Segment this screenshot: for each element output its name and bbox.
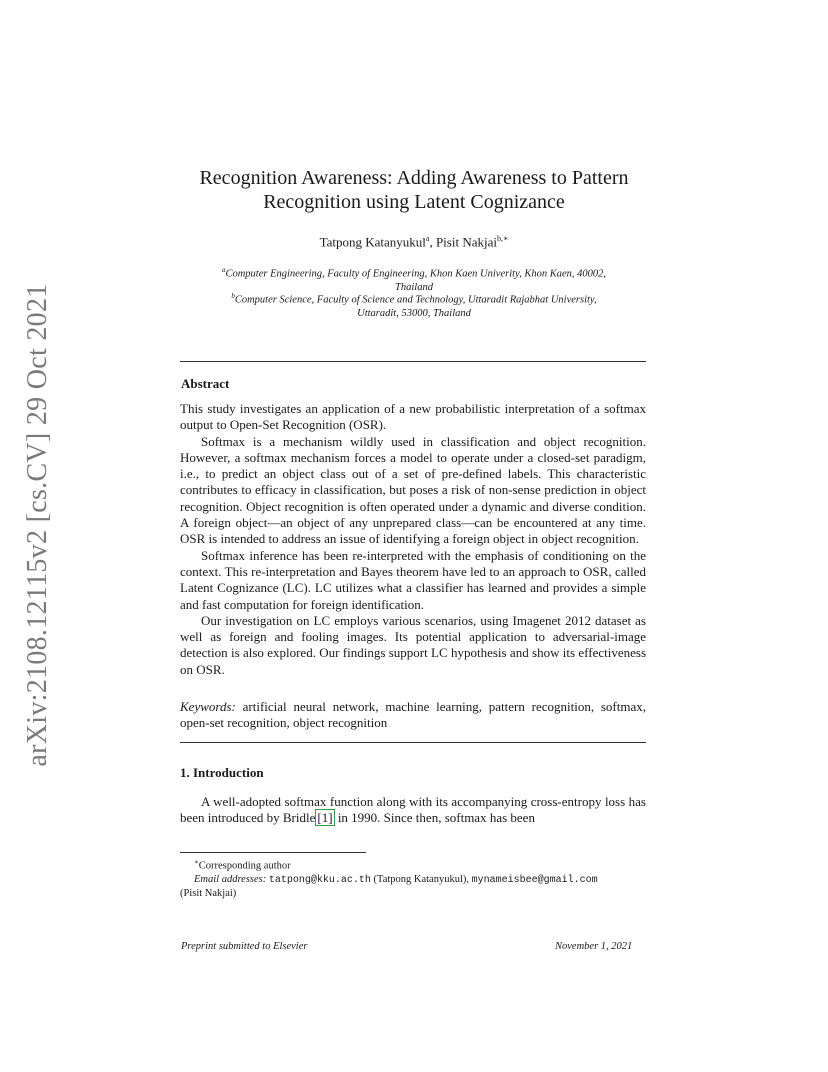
- affil-a-line-2: Thailand: [395, 281, 433, 293]
- intro-text-before: A well-adopted softmax function along with its accompanying cross-entropy loss has been introduced by Bridle: [180, 794, 646, 826]
- abstract-paragraph-1: This study investigates an application of a new probabilistic interpretation of a softmax output to Open-Set Recognition (OSR).: [180, 401, 646, 433]
- keywords: [180, 699, 646, 732]
- arxiv-sidebar-stamp: [16, 283, 60, 767]
- abstract-top-rule: [180, 361, 646, 362]
- author-2-affil-mark: b,∗: [496, 234, 509, 243]
- footer-preprint-note: Preprint submitted to Elsevier: [181, 941, 308, 952]
- email-label: Email addresses:: [194, 873, 267, 885]
- introduction-body: [180, 794, 646, 827]
- keywords-text: artificial neural network, machine learning, pattern recognition, softmax, open-set recognition, object recognition: [180, 699, 646, 731]
- author-1-affil-mark: a: [425, 234, 430, 243]
- author-list: [150, 234, 678, 250]
- introduction-paragraph: [180, 794, 646, 827]
- footer-date: November 1, 2021: [555, 941, 633, 952]
- affil-b-mark: b: [231, 292, 235, 300]
- paper-title: [150, 166, 678, 214]
- abstract-body: [180, 401, 646, 678]
- email-2[interactable]: mynameisbee@gmail.com: [471, 874, 598, 886]
- affil-a-mark: a: [221, 266, 226, 274]
- affil-b-line-1: Computer Science, Faculty of Science and Technology, Uttaradit Rajabhat University,: [234, 294, 597, 306]
- intro-text-after: in 1990. Since then, softmax has been: [334, 810, 535, 826]
- abstract-paragraph-4: Our investigation on LC employs various scenarios, using Imagenet 2012 dataset as well as foreign and fooling images. Its potential application to adversarial-image detection is also explored. Our findings support LC hypothesis and show its effectiveness on OSR.: [180, 612, 646, 677]
- affil-a-line-1: Computer Engineering, Faculty of Engineering, Khon Kaen Univerity, Khon Kaen, 40002,: [225, 268, 607, 280]
- affil-b-line-2: Uttaradit, 53000, Thailand: [357, 307, 471, 319]
- author-separator: ,: [429, 234, 436, 250]
- citation-link-1[interactable]: [1]: [317, 810, 333, 826]
- abstract-heading: Abstract: [181, 376, 230, 391]
- abstract-paragraph-3: Softmax inference has been re-interpreted with the emphasis of conditioning on the context. This re-interpretation and Bayes theorem have led to an approach to OSR, called Latent Cognizance (LC). LC utilizes what a classifier has learned and provides a simple and fast computation for foreign identification.: [180, 547, 646, 612]
- abstract-bottom-rule: [180, 742, 646, 743]
- email-2-name: (Pisit Nakjai): [180, 887, 237, 899]
- footnote-rule: [180, 852, 366, 853]
- affiliation-b: [180, 290, 648, 320]
- author-1: Tatpong Katanyukul: [319, 234, 426, 250]
- corresponding-author-note: Corresponding author: [198, 860, 291, 872]
- title-line-2: Recognition using Latent Cognizance: [263, 191, 565, 213]
- email-1[interactable]: tatpong@kku.ac.th: [268, 874, 371, 886]
- section-heading-introduction: 1. Introduction: [180, 765, 264, 780]
- author-2: Pisit Nakjai: [435, 234, 497, 250]
- corresponding-mark: ∗: [194, 858, 199, 866]
- abstract-paragraph-2: Softmax is a mechanism wildly used in classification and object recognition. However, a softmax mechanism forces a model to operate under a closed-set paradigm, i.e., to predict an object class out of a set of pre-defined labels. This characteristic contributes to efficacy in classification, but poses a risk of non-sense prediction in object recognition. Object recognition is often operated under a dynamic and diverse condition. A foreign object—an object of any unprepared class—can be encountered at any time. OSR is intended to address an issue of identifying a foreign object in object recognition.: [180, 433, 646, 547]
- email-1-name: (Tatpong Katanyukul),: [370, 873, 472, 885]
- title-line-1: Recognition Awareness: Adding Awareness to Pattern: [199, 167, 629, 189]
- keywords-label: Keywords:: [180, 699, 236, 714]
- footnotes: [180, 856, 646, 900]
- arxiv-id: arXiv:2108.12115v2 [cs.CV] 29 Oct 2021: [22, 283, 53, 767]
